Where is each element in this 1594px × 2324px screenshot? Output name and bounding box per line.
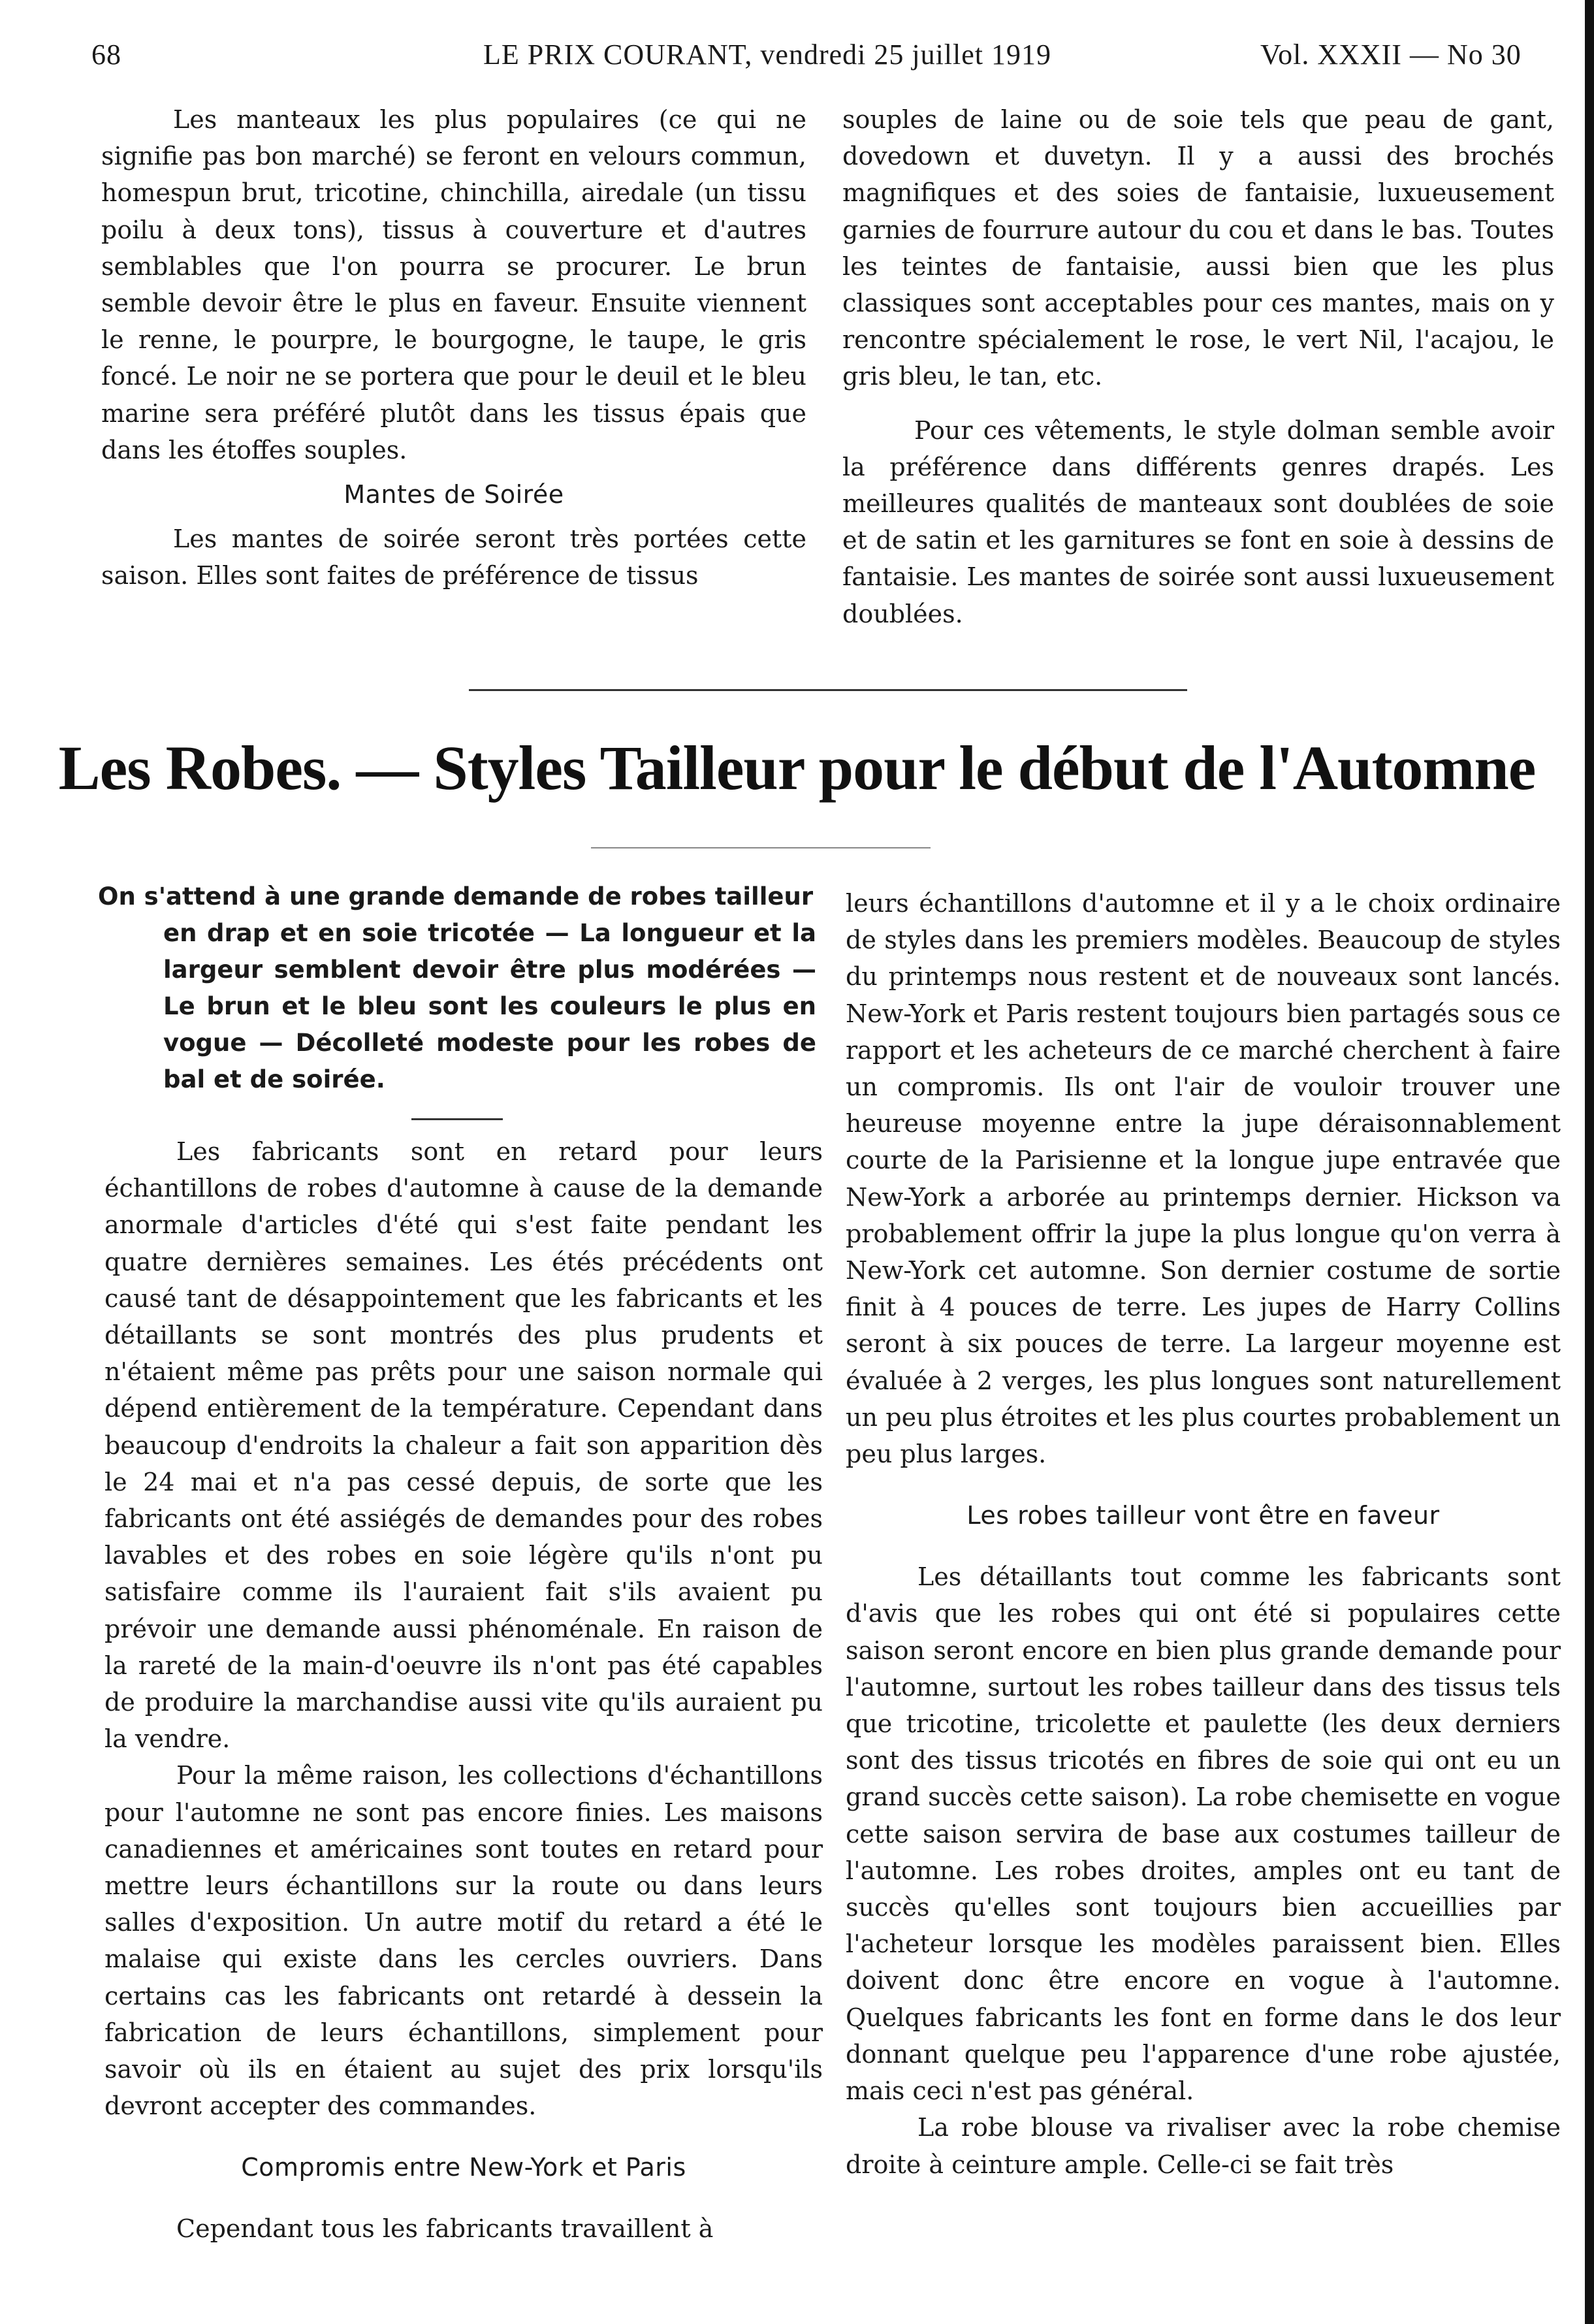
paragraph: Pour la même raison, les collections d'échantillons pour l'automne ne sont pas encore finies. Les maisons canadiennes et américaines sont toutes en retard pour mettre leurs échantillons sur la route ou dans leurs salles d'exposition. Un autre motif du retard a été le malaise qui existe dans les cercles ouvriers. Dans certains cas les fabricants ont retardé à dessein la fabrication de leurs échantillons, simplement pour savoir où ils en étaient au sujet des prix lorsqu'ils devront accepter des commandes. [104, 1761, 823, 2121]
article-headline: Les Robes. — Styles Tailleur pour le début de l'Automne [58, 733, 1536, 803]
deck-divider [411, 1118, 503, 1120]
paragraph: Pour ces vêtements, le style dolman semble avoir la préférence dans différents genres drapés. Les meilleures qualités de manteaux sont doublées de soie et de satin et les garnitures se font en soie à dessins de fantaisie. Les mantes de soirée sont aussi luxueusement doublées. [842, 415, 1554, 628]
main-right-column [846, 885, 1561, 2183]
top-left-column [101, 101, 806, 594]
paragraph: Les détaillants tout comme les fabricants sont d'avis que les robes qui ont été si populaires cette saison seront encore en bien plus grande demande pour l'automne, surtout les robes tailleur dans des tissus tels que tricotine, tricolette et paulette (les deux derniers sont des tissus tricotés en fibres de soie qui ont eu un grand succès cette saison). La robe chemisette en vogue cette saison servira de base aux costumes tailleur de l'automne. Les robes droites, amples ont eu tant de succès qu'elles sont toujours bien accueillies par l'acheteur lorsque les modèles paraissent bien. Elles doivent donc être encore en vogue à l'automne. Quelques fabricants les font en forme dans le dos leur donnant quelque peu l'apparence d'une robe ajustée, mais ceci n'est pas général. [846, 1562, 1561, 2106]
main-left-column [104, 1133, 823, 2248]
paragraph: Cependant tous les fabricants travaillent à [176, 2214, 714, 2244]
article-deck [98, 879, 816, 1098]
running-header [0, 38, 1594, 77]
deck-rest: en drap et en soie tricotée — La longueur et la largeur semblent devoir être plus modérées — Le brun et le bleu sont les couleurs le plus en vogue — Décolleté modeste pour les robes de bal et de soirée. [163, 919, 816, 1093]
page-number: 68 [91, 39, 121, 71]
volume-number: Vol. XXXII — No 30 [1260, 39, 1522, 71]
paragraph: souples de laine ou de soie tels que peau de gant, dovedown et duvetyn. Il y a aussi des brochés magnifiques et des soies de fantaisie, luxueusement garnies de fourrure autour du cou et dans le bas. Toutes les teintes de fantaisie, aussi bien que les plus classiques sont acceptables pour ces mantes, mais on y rencontre spécialement le rose, le vert Nil, l'acajou, le gris bleu, le tan, etc. [842, 105, 1554, 391]
paragraph: La robe blouse va rivaliser avec la robe chemise droite à ceinture ample. Celle-ci se fait très [846, 2113, 1561, 2179]
page-edge-bar [1585, 0, 1594, 2324]
top-right-column [842, 101, 1554, 632]
headline-rule [591, 847, 931, 848]
subheading-robes-tailleur: Les robes tailleur vont être en faveur [966, 1501, 1440, 1530]
deck-first-line: On s'attend à une grande demande de robes tailleur [98, 882, 814, 911]
paragraph: Les mantes de soirée seront très portées cette saison. Elles sont faites de préférence de tissus [101, 525, 806, 590]
publication-title: LE PRIX COURANT, vendredi 25 juillet 1919 [483, 39, 1051, 71]
subheading-mantes: Mantes de Soirée [343, 480, 564, 509]
paragraph: leurs échantillons d'automne et il y a le choix ordinaire de styles dans les premiers modèles. Beaucoup de styles du printemps nous restent et de nouveaux sont lancés. New-York et Paris restent toujours bien partagés sous ce rapport et les acheteurs de ce marché cherchent à faire un compromis. Ils ont l'air de vouloir trouver une heureuse moyenne entre la jupe déraisonnablement courte de la Parisienne et la longue jupe entravée que New-York a arborée au printemps dernier. Hickson va probablement offrir la jupe la plus longue qu'on verra à New-York cet automne. Son dernier costume de sortie finit à 4 pouces de terre. Les jupes de Harry Collins seront à six pouces de terre. La largeur moyenne est évaluée à 2 verges, les plus longues sont naturellement un peu plus étroites et les plus courtes probablement un peu plus larges. [846, 889, 1561, 1469]
paragraph: Les manteaux les plus populaires (ce qui ne signifie pas bon marché) se feront en velours commun, homespun brut, tricotine, chinchilla, airedale (un tissu poilu à deux tons), tissus à couverture et d'autres semblables que l'on pourra se procurer. Le brun semble devoir être le plus en faveur. Ensuite viennent le renne, le pourpre, le bourgogne, le taupe, le gris foncé. Le noir ne se portera que pour le deuil et le bleu marine sera préféré plutôt dans les tissus épais que dans les étoffes souples. [101, 105, 806, 464]
subheading-compromis: Compromis entre New-York et Paris [241, 2153, 686, 2182]
paragraph: Les fabricants sont en retard pour leurs échantillons de robes d'automne à cause de la demande anormale d'articles d'été qui s'est faite pendant les quatre dernières semaines. Les étés précédents ont causé tant de désappointement que les fabricants et les détaillants se sont montrés des plus prudents et n'étaient même pas prêts pour une saison normale qui dépend entièrement de la température. Cependant dans beaucoup d'endroits la chaleur a fait son apparition dès le 24 mai et n'a pas cessé depuis, de sorte que les fabricants ont été assiégés de demandes pour des robes lavables et des robes en soie légère qu'ils n'ont pu satisfaire comme ils l'auraient fait s'ils avaient pu prévoir une demande aussi phénoménale. En raison de la rareté de la main-d'oeuvre ils n'ont pas été capables de produire la marchandise aussi vite qu'ils auraient pu la vendre. [104, 1137, 823, 1754]
section-divider [469, 689, 1187, 691]
